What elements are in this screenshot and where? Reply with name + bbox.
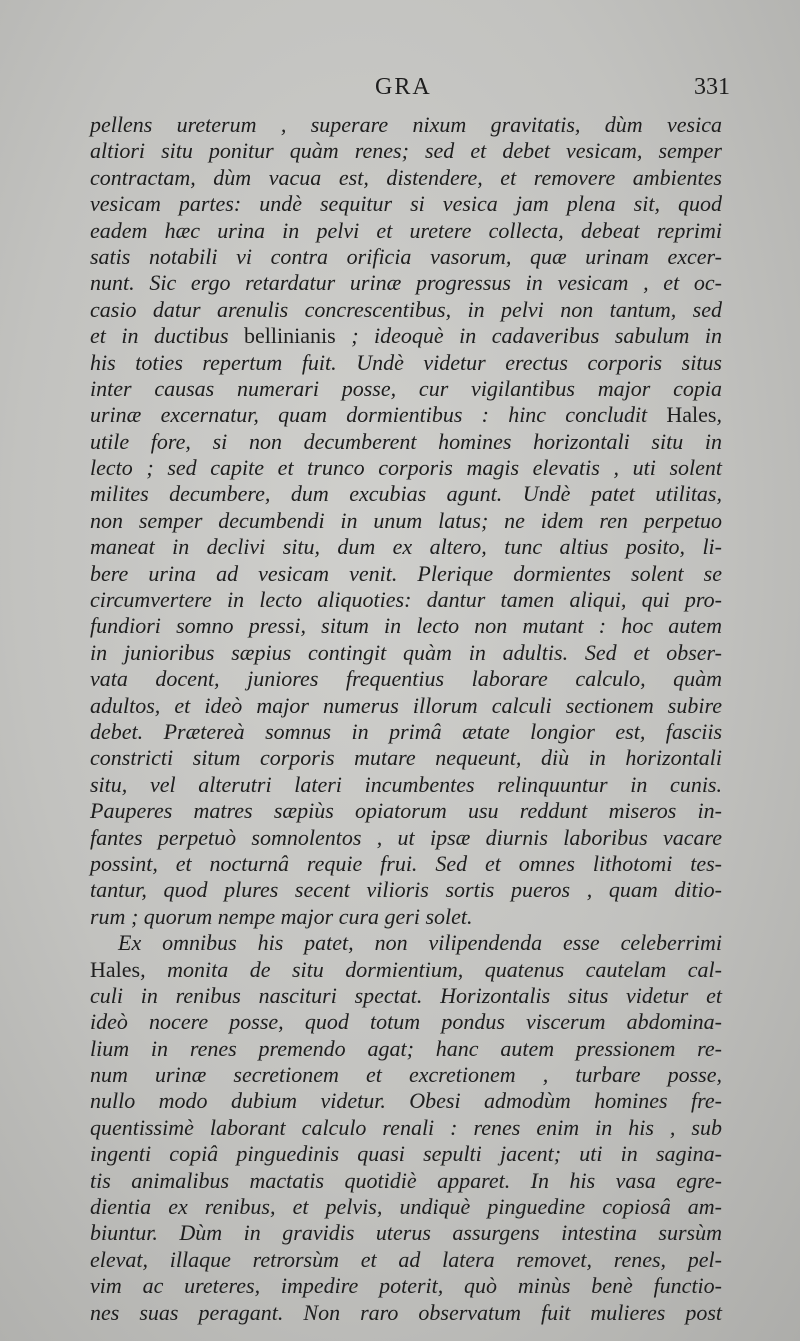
text-line: fantes perpetuò somnolentos , ut ipsæ diurnis laboribus vacare bbox=[90, 824, 722, 850]
text-line: elevat, illaque retrorsùm et ad latera removet, renes, pel- bbox=[90, 1246, 722, 1272]
text-line: pellens ureterum , superare nixum gravitatis, dùm vesica bbox=[90, 112, 722, 137]
running-head: GRA bbox=[375, 74, 432, 100]
text-line: quentissimè laborant calculo renali : renes enim in his , sub bbox=[90, 1114, 722, 1140]
text-line: inter causas numerari posse, cur vigilantibus major copia bbox=[90, 375, 722, 401]
text-line: dientia ex renibus, et pelvis, undiquè pinguedine copiosâ am- bbox=[90, 1194, 722, 1220]
text-line: Pauperes matres sæpiùs opiatorum usu reddunt miseros in- bbox=[90, 798, 722, 824]
text-line: altiori situ ponitur quàm renes; sed et debet vesicam, semper bbox=[90, 138, 722, 164]
text-line: casio datur arenulis concrescentibus, in pelvi non tantum, sed bbox=[90, 296, 722, 322]
text-line: Ex omnibus his patet, non vilipendenda esse celeberrimi bbox=[118, 930, 722, 956]
text-line: non semper decumbendi in unum latus; ne idem ren perpetuo bbox=[90, 507, 722, 533]
page-number: 331 bbox=[694, 74, 730, 100]
text-line: tantur, quod plures secent vilioris sortis pueros , quam ditio- bbox=[90, 877, 722, 903]
text-line: fundiori somno pressi, situm in lecto non mutant : hoc autem bbox=[90, 613, 722, 639]
text-line: vata docent, juniores frequentius laborare calculo, quàm bbox=[90, 666, 722, 692]
text-line: bere urina ad vesicam venit. Plerique dormientes solent se bbox=[90, 560, 722, 586]
text-line: situ, vel alterutri lateri incumbentes relinquuntur in cunis. bbox=[90, 771, 722, 797]
text-line: eadem hæc urina in pelvi et uretere collecta, debeat reprimi bbox=[90, 217, 722, 243]
text-line: Hales, monita de situ dormientium, quatenus cautelam cal- bbox=[90, 956, 722, 982]
text-line: milites decumbere, dum excubias agunt. Undè patet utilitas, bbox=[90, 481, 722, 507]
text-line: debet. Prætereà somnus in primâ ætate longior est, fasciis bbox=[90, 718, 722, 744]
text-line: satis notabili vi contra orificia vasorum, quæ urinam excer- bbox=[90, 243, 722, 269]
text-line: constricti situm corporis mutare nequeunt, diù in horizontali bbox=[90, 745, 722, 771]
text-line: nes suas peragant. Non raro observatum fuit mulieres post bbox=[90, 1299, 722, 1325]
text-line: ingenti copiâ pinguedinis quasi sepulti jacent; uti in sagina- bbox=[90, 1141, 722, 1167]
text-line: urinæ excernatur, quam dormientibus : hinc concludit Hales, bbox=[90, 402, 722, 428]
text-line: adultos, et ideò major numerus illorum calculi sectionem subire bbox=[90, 692, 722, 718]
text-line: contractam, dùm vacua est, distendere, et removere ambientes bbox=[90, 164, 722, 190]
text-line: in junioribus sæpius contingit quàm in adultis. Sed et obser- bbox=[90, 639, 722, 665]
page-body bbox=[90, 112, 722, 1326]
text-line: vesicam partes: undè sequitur si vesica jam plena sit, quod bbox=[90, 191, 722, 217]
text-line: lecto ; sed capite et trunco corporis magis elevatis , uti solent bbox=[90, 455, 722, 481]
text-line: biuntur. Dùm in gravidis uterus assurgens intestina sursùm bbox=[90, 1220, 722, 1246]
text-line: rum ; quorum nempe major cura geri solet. bbox=[90, 903, 473, 929]
text-line: circumvertere in lecto aliquoties: dantur tamen aliqui, qui pro- bbox=[90, 587, 722, 613]
text-line: ideò nocere posse, quod totum pondus viscerum abdomina- bbox=[90, 1009, 722, 1035]
text-line: culi in renibus nascituri spectat. Horizontalis situs videtur et bbox=[90, 982, 722, 1008]
text-line: nunt. Sic ergo retardatur urinæ progressus in vesicam , et oc- bbox=[90, 270, 722, 296]
text-line: possint, et nocturnâ requie frui. Sed et omnes lithotomi tes- bbox=[90, 850, 722, 876]
text-line: num urinæ secretionem et excretionem , turbare posse, bbox=[90, 1062, 722, 1088]
text-line: tis animalibus mactatis quotidiè apparet. In his vasa egre- bbox=[90, 1167, 722, 1193]
text-line: lium in renes premendo agat; hanc autem pressionem re- bbox=[90, 1035, 722, 1061]
text-line: nullo modo dubium videtur. Obesi admodùm homines fre- bbox=[90, 1088, 722, 1114]
text-line: his toties repertum fuit. Undè videtur erectus corporis situs bbox=[90, 349, 722, 375]
text-line: vim ac ureteres, impedire poterit, quò minùs benè functio- bbox=[90, 1273, 722, 1299]
text-line: et in ductibus bellinianis ; ideoquè in cadaveribus sabulum in bbox=[90, 323, 722, 349]
text-line: maneat in declivi situ, dum ex altero, tunc altius posito, li- bbox=[90, 534, 722, 560]
page-header bbox=[90, 74, 730, 108]
text-line: utile fore, si non decumberent homines horizontali situ in bbox=[90, 428, 722, 454]
